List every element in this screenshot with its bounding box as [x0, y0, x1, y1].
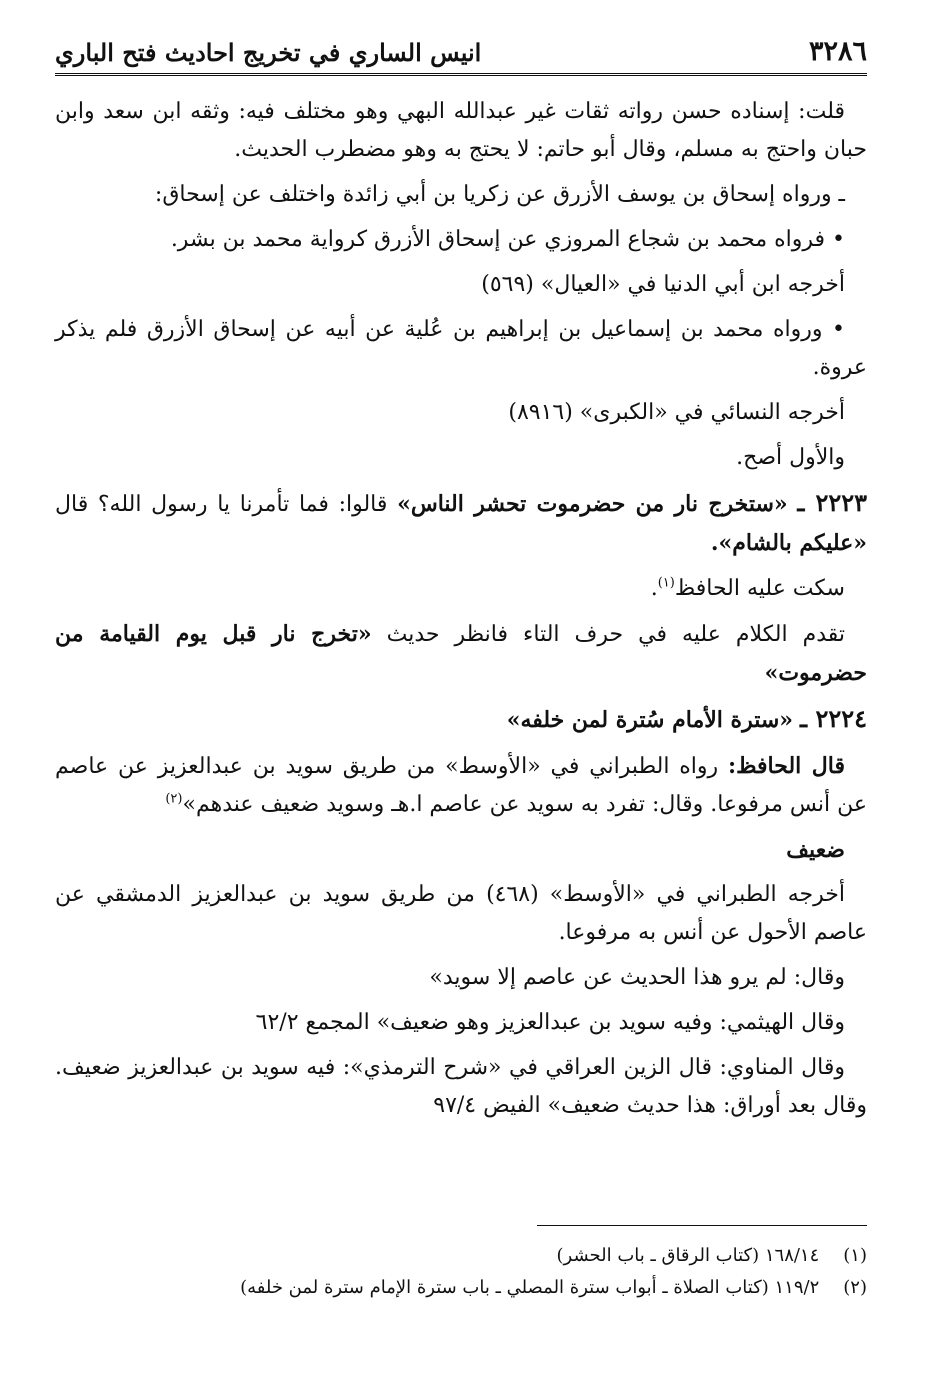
- footnote-number: (٢): [843, 1277, 867, 1298]
- footnote-number: (١): [843, 1245, 867, 1266]
- label: قال الحافظ:: [728, 753, 845, 779]
- paragraph: [55, 615, 867, 693]
- running-header: [55, 30, 867, 76]
- hadith-text: «ستخرج نار من حضرموت تحشر الناس»: [397, 491, 788, 517]
- note-text: رواه الطبراني في «الأوسط» من طريق سويد بن عبدالعزيز عن عاصم عن أنس مرفوعا. وقال: تفرد به سويد عن عاصم ا.هـ وسويد ضعيف عندهم»: [55, 754, 867, 817]
- hadith-reference: «تخرج نار قبل يوم القيامة من حضرموت»: [55, 621, 867, 686]
- hadith-text: «سترة الأمام سُترة لمن خلفه»: [506, 707, 794, 733]
- hadith-text: قالوا: فما تأمرنا يا رسول الله؟ قال: [55, 492, 388, 517]
- footnote-marker: (٢): [165, 791, 183, 807]
- paragraph: [55, 570, 867, 608]
- page-number: ٣٢٨٦: [808, 36, 867, 67]
- paragraph: [55, 747, 867, 824]
- hadith-entry-2223: [55, 484, 867, 563]
- footnote-marker: (١): [657, 575, 675, 591]
- paragraph: قلت: إسناده حسن رواته ثقات غير عبدالله البهي وهو مختلف فيه: وثقه ابن سعد وابن حبان واحتج به مسلم، وقال أبو حاتم: لا يحتج به وهو مضطرب الحديث.: [55, 99, 867, 162]
- paragraph: وقال الهيثمي: وفيه سويد بن عبدالعزيز وهو ضعيف» المجمع ٦٢/٢: [255, 1010, 845, 1035]
- hadith-text: «عليكم بالشام».: [710, 530, 867, 556]
- bullet-item: • فرواه محمد بن شجاع المروزي عن إسحاق الأزرق كرواية محمد بن بشر.: [170, 227, 845, 252]
- footnotes: [55, 1240, 867, 1304]
- footnote: [55, 1240, 867, 1272]
- paragraph: والأول أصح.: [736, 445, 845, 470]
- paragraph: وقال: لم يرو هذا الحديث عن عاصم إلا سويد»: [429, 965, 845, 990]
- book-title: انيس الساري في تخريج احاديث فتح الباري: [55, 38, 482, 67]
- paragraph: ـ ورواه إسحاق بن يوسف الأزرق عن زكريا بن أبي زائدة واختلف عن إسحاق:: [154, 182, 845, 207]
- note-text: تقدم الكلام عليه في حرف التاء فانظر حديث: [386, 622, 845, 647]
- note-text: سكت عليه الحافظ: [674, 576, 845, 601]
- footnote: [55, 1272, 867, 1304]
- paragraph: أخرجه الطبراني في «الأوسط» (٤٦٨) من طريق سويد بن عبدالعزيز الدمشقي عن عاصم الأحول عن أنس به مرفوعا.: [55, 882, 867, 945]
- header-rule: [55, 73, 867, 76]
- main-text: [55, 93, 867, 1132]
- hadith-number: ٢٢٢٣ ـ: [797, 488, 868, 517]
- footnote-rule: [537, 1225, 867, 1226]
- paragraph: أخرجه ابن أبي الدنيا في «العيال» (٥٦٩): [481, 272, 845, 297]
- footnote-text: ١١٩/٢ (كتاب الصلاة ـ أبواب سترة المصلي ـ باب سترة الإمام سترة لمن خلفه): [240, 1277, 820, 1298]
- note-text: .: [650, 576, 658, 601]
- paragraph: أخرجه النسائي في «الكبرى» (٨٩١٦): [508, 400, 845, 425]
- footnote-text: ١٦٨/١٤ (كتاب الرقاق ـ باب الحشر): [556, 1245, 820, 1266]
- grade-label: ضعيف: [786, 837, 845, 863]
- paragraph: وقال المناوي: قال الزين العراقي في «شرح الترمذي»: فيه سويد بن عبدالعزيز ضعيف. وقال بعد أوراق: هذا حديث ضعيف» الفيض ٩٧/٤: [55, 1055, 867, 1118]
- hadith-number: ٢٢٢٤ ـ: [800, 704, 867, 733]
- hadith-entry-2224: [55, 700, 867, 740]
- bullet-item: • ورواه محمد بن إسماعيل بن إبراهيم بن عُلية عن أبيه عن إسحاق الأزرق فلم يذكر عروة.: [55, 317, 867, 380]
